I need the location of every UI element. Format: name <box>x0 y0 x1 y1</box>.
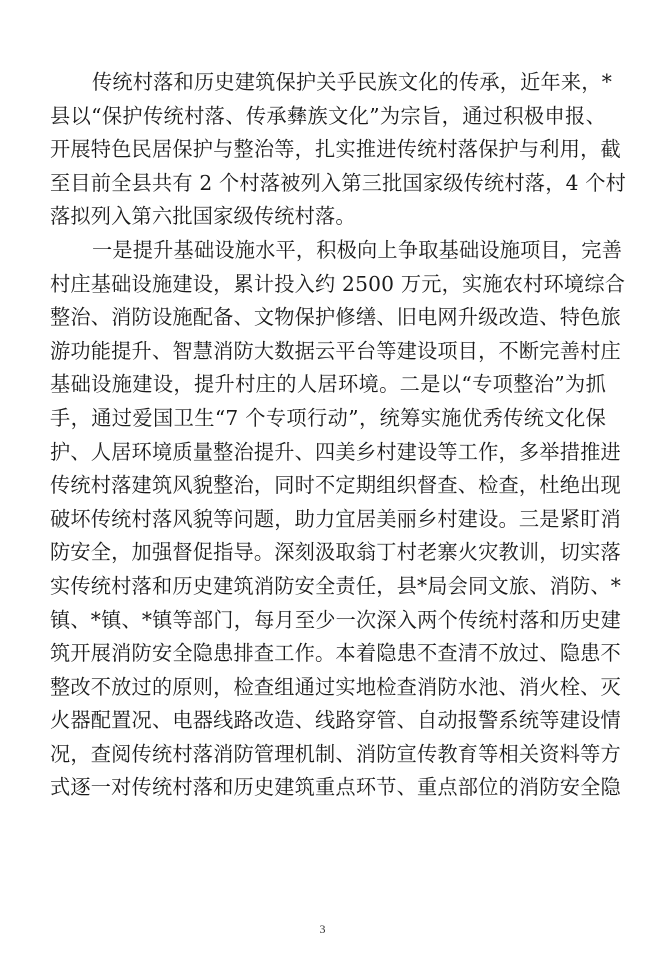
text-line: 至目前全县共有 2 个村落被列入第三批国家级传统村落，4 个村 <box>50 170 627 195</box>
text-line: 防安全，加强督促指导。深刻汲取翁丁村老寨火灾教训，切实落 <box>50 540 621 565</box>
text-line: 开展特色民居保护与整治等，扎实推进传统村落保护与利用，截 <box>50 137 621 162</box>
text-line: 整治、消防设施配备、文物保护修缮、旧电网升级改造、特色旅 <box>50 305 621 330</box>
text-line: 整改不放过的原则，检查组通过实地检查消防水池、消火栓、灭 <box>50 674 621 699</box>
text-line: 县以“保护传统村落、传承彝族文化”为宗旨，通过积极申报、 <box>50 103 606 128</box>
text-line: 落拟列入第六批国家级传统村落。 <box>50 204 356 229</box>
text-line: 式逐一对传统村落和历史建筑重点环节、重点部位的消防安全隐 <box>50 775 621 800</box>
text-line: 筑开展消防安全隐患排查工作。本着隐患不查清不放过、隐患不 <box>50 641 621 666</box>
text-line: 传统村落建筑风貌整治，同时不定期组织督查、检查，杜绝出现 <box>50 473 621 498</box>
text-line: 护、人居环境质量整治提升、四美乡村建设等工作，多举措推进 <box>50 439 621 464</box>
text-line: 游功能提升、智慧消防大数据云平台等建设项目，不断完善村庄 <box>50 338 621 363</box>
text-line: 传统村落和历史建筑保护关乎民族文化的传承，近年来，* <box>92 70 612 94</box>
document-body <box>50 66 627 805</box>
text-line: 手，通过爱国卫生“7 个专项行动”，统筹实施优秀传统文化保 <box>50 405 606 430</box>
text-line: 镇、*镇、*镇等部门，每月至少一次深入两个传统村落和历史建 <box>50 607 622 632</box>
text-line: 破坏传统村落风貌等问题，助力宜居美丽乡村建设。三是紧盯消 <box>50 506 621 531</box>
text-line: 基础设施建设，提升村庄的人居环境。二是以“专项整治”为抓 <box>50 372 606 397</box>
text-line: 火器配置况、电器线路改造、线路穿管、自动报警系统等建设情 <box>50 708 621 733</box>
text-line: 实传统村落和历史建筑消防安全责任，县*局会同文旅、消防、* <box>50 573 622 598</box>
text-line: 村庄基础设施建设，累计投入约 2500 万元，实施农村环境综合 <box>50 271 626 296</box>
text-line: 一是提升基础设施水平，积极向上争取基础设施项目，完善 <box>92 237 623 262</box>
page-number: 3 <box>319 922 326 936</box>
text-line: 况，查阅传统村落消防管理机制、消防宣传教育等相关资料等方 <box>50 741 621 766</box>
